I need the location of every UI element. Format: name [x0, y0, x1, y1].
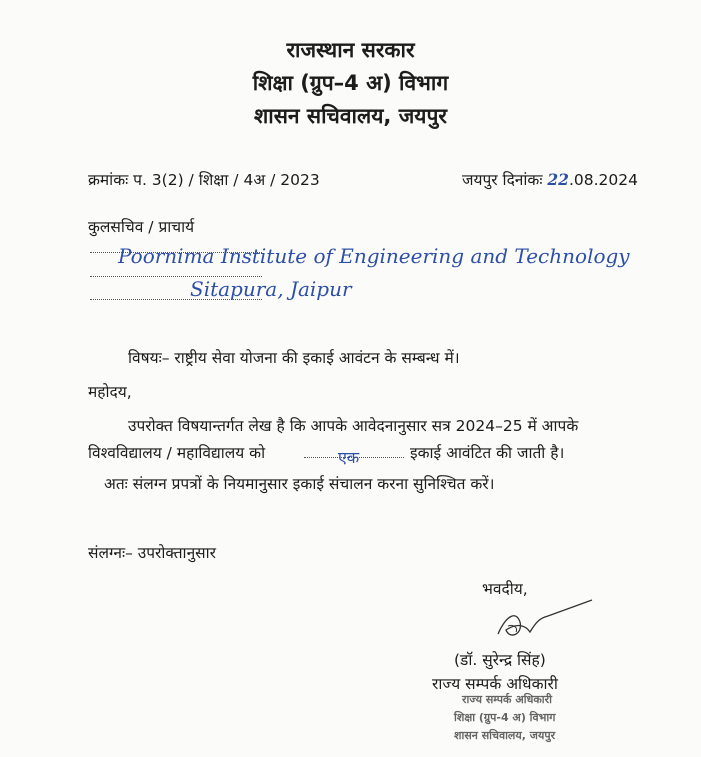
reference-number: क्रमांकः प. 3(2) / शिक्षा / 4अ / 2023 [88, 171, 320, 189]
body-para1-line2-start: विश्वविद्यालय / महाविद्यालय को [88, 444, 266, 462]
body-para1-line1: उपरोक्त विषयान्तर्गत लेख है कि आपके आवेदनानुसार सत्र 2024–25 में आपके [128, 417, 579, 435]
signatory-name: (डॉ. सुरेन्द्र सिंह) [454, 651, 546, 669]
date-rest: .08.2024 [568, 171, 638, 189]
signature-scribble [488, 596, 598, 646]
signatory-designation: राज्य सम्पर्क अधिकारी [432, 675, 558, 693]
header-line-1: राजस्थान सरकार [286, 38, 415, 62]
enclosure: संलग्नः– उपरोक्तानुसार [88, 544, 216, 562]
header-line-2: शिक्षा (ग्रुप–4 अ) विभाग [252, 71, 449, 95]
recipient-handwritten-name: Poornima Institute of Engineering and Technology [118, 244, 630, 268]
date-handwritten-day: 22 [547, 170, 569, 189]
header-line-3: शासन सचिवालय, जयपुर [254, 104, 447, 128]
stamp-line-3: शासन सचिवालय, जयपुर [454, 729, 556, 742]
stamp-line-2: शिक्षा (ग्रुप-4 अ) विभाग [454, 711, 556, 724]
subject-line: विषयः– राष्ट्रीय सेवा योजना की इकाई आवंटन के सम्बन्ध में। [128, 349, 460, 367]
body-para2: अतः संलग्न प्रपत्रों के नियमानुसार इकाई संचालन करना सुनिश्चित करें। [104, 475, 495, 493]
body-para1-line2-end: इकाई आवंटित की जाती है। [410, 444, 565, 462]
stamp-line-1: राज्य सम्पर्क अधिकारी [462, 693, 552, 706]
reference-date [462, 168, 638, 190]
date-label: जयपुर दिनांकः [462, 171, 548, 189]
body-handwritten-count: एक [338, 448, 360, 467]
recipient-designation: कुलसचिव / प्राचार्य [88, 218, 195, 236]
closing: भवदीय, [482, 580, 528, 598]
salutation: महोदय, [88, 383, 132, 401]
recipient-handwritten-address: Sitapura, Jaipur [190, 277, 352, 301]
